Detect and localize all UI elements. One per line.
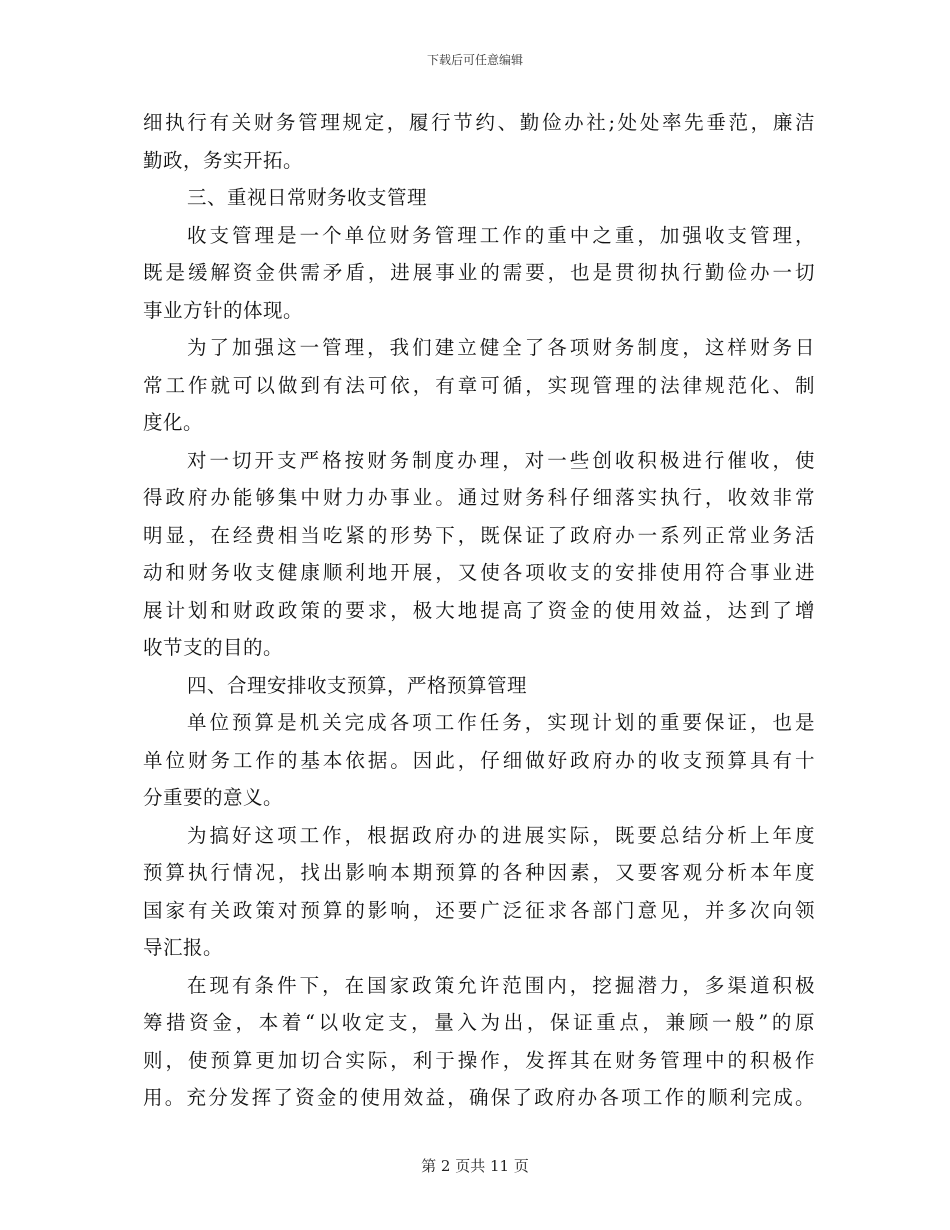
text-line: 国家有关政策对预算的影响，还要广泛征求各部门意见，并多次向领 — [143, 898, 815, 922]
text-line: 事业方针的体现。 — [143, 298, 304, 322]
text-line: 分重要的意义。 — [143, 786, 284, 809]
text-line: 勤政，务实开拓。 — [143, 148, 304, 172]
page-number: 第 2 页共 11 页 — [421, 1157, 529, 1175]
text-line: 为搞好这项工作，根据政府办的进展实际，既要总结分析上年度 — [187, 823, 815, 847]
text-line: 动和财务收支健康顺利地开展，又使各项收支的安排使用符合事业进 — [143, 561, 815, 584]
text-line: 导汇报。 — [143, 936, 224, 959]
text-line: 展计划和财政政策的要求，极大地提高了资金的使用效益，达到了增 — [143, 598, 815, 622]
text-line: 细执行有关财务管理规定，履行节约、勤俭办社;处处率先垂范，廉洁 — [143, 111, 815, 134]
text-line: 三、重视日常财务收支管理 — [187, 186, 428, 209]
text-line: 为了加强这一管理，我们建立健全了各项财务制度，这样财务日 — [187, 336, 815, 359]
text-line: 收支管理是一个单位财务管理工作的重中之重，加强收支管理， — [187, 223, 815, 247]
text-line: 四、合理安排收支预算，严格预算管理 — [187, 673, 528, 697]
text-line: 度化。 — [143, 411, 204, 434]
text-line: 单位财务工作的基本依据。因此，仔细做好政府办的收支预算具有十 — [143, 748, 815, 772]
text-line: 明显，在经费相当吃紧的形势下，既保证了政府办一系列正常业务活 — [143, 523, 815, 547]
text-line: 则，使预算更加切合实际，利于操作，发挥其在财务管理中的积极作 — [143, 1048, 815, 1072]
document-body — [143, 104, 815, 1117]
text-line: 用。充分发挥了资金的使用效益，确保了政府办各项工作的顺利完成。 — [143, 1086, 815, 1109]
page-header: 下载后可任意编辑 — [426, 53, 523, 67]
text-line: 预算执行情况，找出影响本期预算的各种因素，又要客观分析本年度 — [143, 861, 815, 884]
text-line: 常工作就可以做到有法可依，有章可循，实现管理的法律规范化、制 — [143, 373, 815, 397]
text-line: 在现有条件下，在国家政策允许范围内，挖掘潜力，多渠道积极 — [187, 973, 815, 997]
text-line: 收节支的目的。 — [143, 636, 284, 659]
text-line: 得政府办能够集中财力办事业。通过财务科仔细落实执行，收效非常 — [143, 486, 815, 509]
text-line: 单位预算是机关完成各项工作任务，实现计划的重要保证，也是 — [187, 711, 815, 734]
text-line: 筹措资金，本着“以收定支，量入为出，保证重点，兼顾一般”的原 — [143, 1011, 815, 1034]
text-line: 既是缓解资金供需矛盾，进展事业的需要，也是贯彻执行勤俭办一切 — [143, 261, 815, 284]
text-line: 对一切开支严格按财务制度办理，对一些创收积极进行催收，使 — [187, 448, 815, 472]
